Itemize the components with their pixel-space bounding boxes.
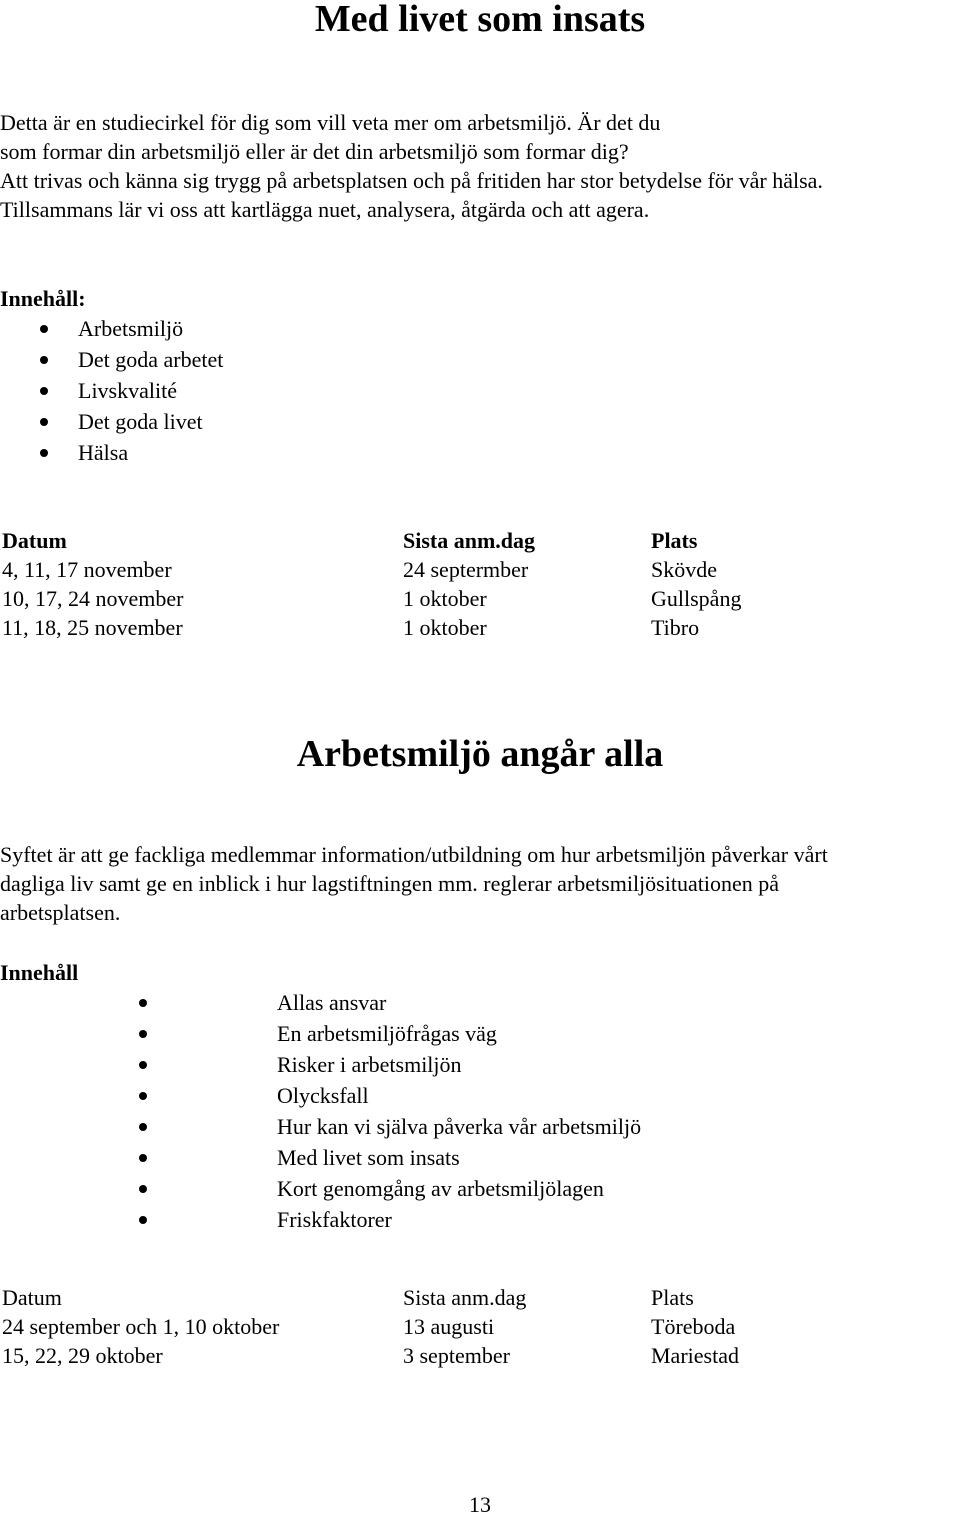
bullet-icon bbox=[40, 387, 48, 395]
header-deadline: Sista anm.dag bbox=[403, 1285, 527, 1310]
cell-date: 11, 18, 25 november bbox=[2, 615, 183, 640]
schedule-table bbox=[0, 526, 960, 642]
header-place: Plats bbox=[651, 1285, 694, 1310]
page-title: Med livet som insats bbox=[314, 0, 646, 40]
list-item: Hur kan vi själva påverka vår arbetsmiljö bbox=[277, 1111, 641, 1142]
table-row bbox=[0, 1312, 960, 1341]
bullet-icon bbox=[40, 449, 48, 457]
table-header-row bbox=[0, 1283, 960, 1312]
list-item: En arbetsmiljöfrågas väg bbox=[277, 1018, 641, 1049]
cell-date: 10, 17, 24 november bbox=[2, 586, 184, 611]
content-list bbox=[78, 313, 223, 468]
section-title: Arbetsmiljö angår alla bbox=[296, 733, 664, 775]
content-heading: Innehåll bbox=[0, 960, 79, 985]
purpose-line: arbetsplatsen. bbox=[0, 900, 121, 925]
bullet-icon bbox=[139, 1216, 147, 1224]
table-row bbox=[0, 584, 960, 613]
list-item: Hälsa bbox=[78, 437, 223, 468]
list-item: Kort genomgång av arbetsmiljölagen bbox=[277, 1173, 641, 1204]
cell-date: 24 september och 1, 10 oktober bbox=[2, 1314, 280, 1339]
header-place: Plats bbox=[651, 528, 698, 553]
cell-place: Mariestad bbox=[651, 1343, 739, 1368]
intro-line: Detta är en studiecirkel för dig som vill veta mer om arbetsmiljö. Är det du bbox=[0, 110, 661, 135]
list-item: Med livet som insats bbox=[277, 1142, 641, 1173]
intro-line: Att trivas och känna sig trygg på arbetsplatsen och på fritiden har stor betydelse för vår hälsa. bbox=[0, 168, 823, 193]
list-item: Risker i arbetsmiljön bbox=[277, 1049, 641, 1080]
cell-place: Tibro bbox=[651, 615, 700, 640]
content-heading: Innehåll: bbox=[0, 286, 86, 311]
bullet-icon bbox=[139, 1030, 147, 1038]
table-row bbox=[0, 1341, 960, 1370]
table-row bbox=[0, 613, 960, 642]
list-item: Allas ansvar bbox=[277, 987, 641, 1018]
purpose-line: dagliga liv samt ge en inblick i hur lagstiftningen mm. reglerar arbetsmiljösituationen på bbox=[0, 871, 779, 896]
cell-deadline: 24 septermber bbox=[403, 557, 529, 582]
list-item: Det goda arbetet bbox=[78, 344, 223, 375]
bullet-icon bbox=[139, 1092, 147, 1100]
cell-deadline: 1 oktober bbox=[403, 615, 487, 640]
header-date: Datum bbox=[2, 1285, 62, 1310]
cell-place: Töreboda bbox=[651, 1314, 736, 1339]
header-date: Datum bbox=[2, 528, 67, 553]
cell-deadline: 1 oktober bbox=[403, 586, 487, 611]
intro-line: Tillsammans lär vi oss att kartlägga nuet, analysera, åtgärda och att agera. bbox=[0, 197, 650, 222]
header-deadline: Sista anm.dag bbox=[403, 528, 536, 553]
list-item: Det goda livet bbox=[78, 406, 223, 437]
table-header-row bbox=[0, 526, 960, 555]
cell-date: 15, 22, 29 oktober bbox=[2, 1343, 163, 1368]
content-list bbox=[277, 987, 641, 1235]
list-item: Friskfaktorer bbox=[277, 1204, 641, 1235]
cell-place: Skövde bbox=[651, 557, 717, 582]
list-item: Arbetsmiljö bbox=[78, 313, 223, 344]
purpose-line: Syftet är att ge fackliga medlemmar information/utbildning om hur arbetsmiljön påverkar vårt bbox=[0, 842, 828, 867]
cell-deadline: 3 september bbox=[403, 1343, 510, 1368]
cell-place: Gullspång bbox=[651, 586, 742, 611]
cell-date: 4, 11, 17 november bbox=[2, 557, 172, 582]
cell-deadline: 13 augusti bbox=[403, 1314, 495, 1339]
bullet-icon bbox=[40, 418, 48, 426]
list-item: Olycksfall bbox=[277, 1080, 641, 1111]
bullet-icon bbox=[40, 356, 48, 364]
bullet-icon bbox=[40, 325, 48, 333]
schedule-table bbox=[0, 1283, 960, 1370]
purpose-paragraph bbox=[0, 840, 960, 927]
bullet-icon bbox=[139, 1061, 147, 1069]
bullet-icon bbox=[139, 1154, 147, 1162]
table-row bbox=[0, 555, 960, 584]
intro-line: som formar din arbetsmiljö eller är det din arbetsmiljö som formar dig? bbox=[0, 139, 629, 164]
page-number: 13 bbox=[469, 1492, 491, 1517]
bullet-icon bbox=[139, 1185, 147, 1193]
bullet-icon bbox=[139, 1123, 147, 1131]
bullet-icon bbox=[139, 999, 147, 1007]
intro-paragraph bbox=[0, 108, 960, 224]
list-item: Livskvalité bbox=[78, 375, 223, 406]
